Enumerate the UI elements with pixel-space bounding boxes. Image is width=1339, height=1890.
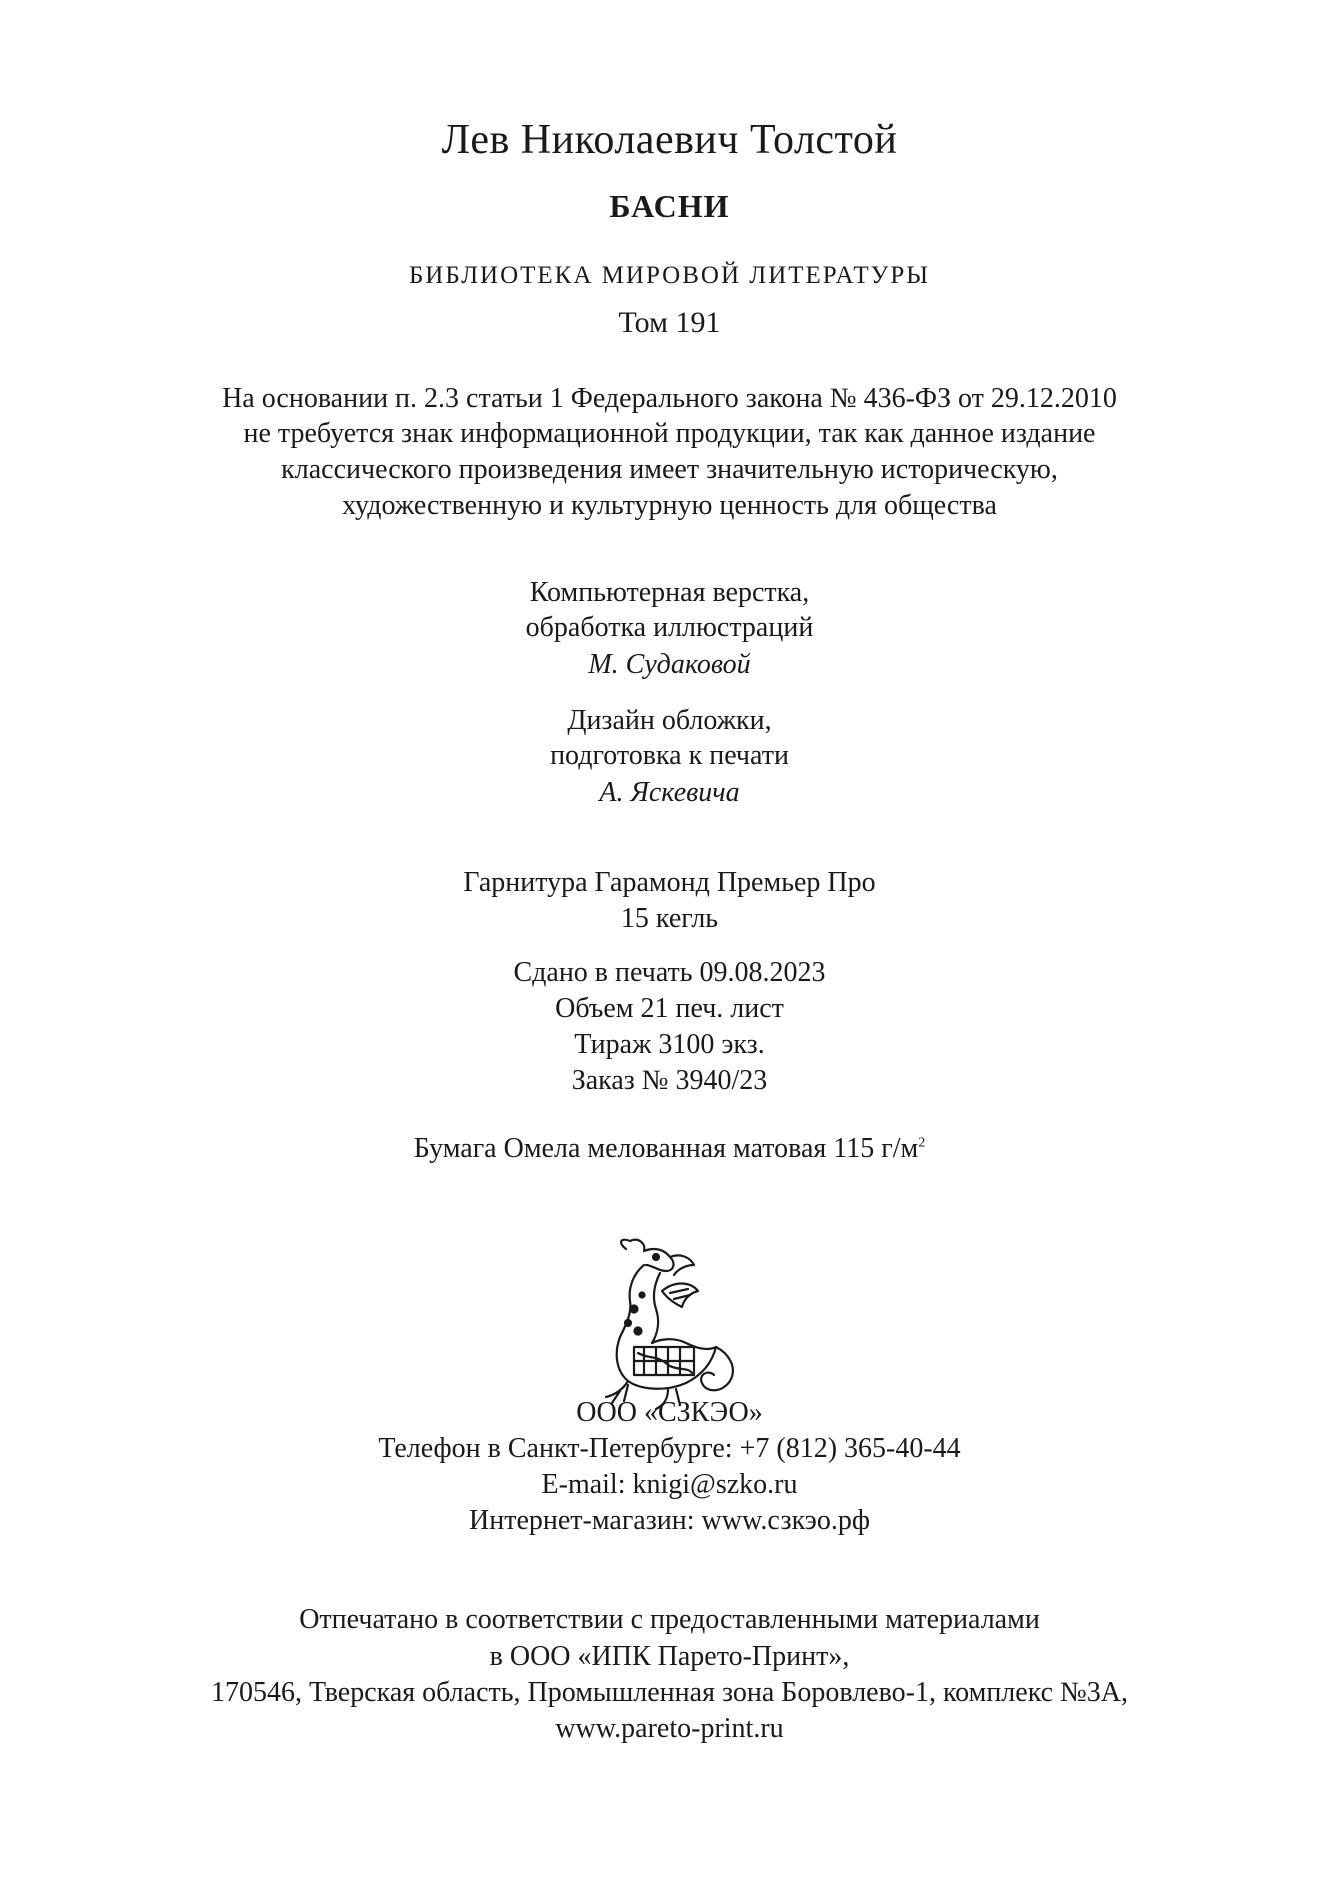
publisher-dragon-logo-icon [598, 1235, 746, 1415]
legal-notice-line: художественную и культурную ценность для общества [342, 490, 997, 521]
paper-info [0, 1133, 1339, 1165]
series-name: БИБЛИОТЕКА МИРОВОЙ ЛИТЕРАТУРЫ [408, 262, 931, 289]
printer-line: в ООО «ИПК Парето-Принт», [489, 1641, 850, 1672]
printer-line: www.pareto-print.ru [555, 1713, 784, 1744]
legal-notice-line: классического произведения имеет значительную историческую, [281, 454, 1058, 485]
font-size-info: 15 кегль [620, 903, 719, 934]
layout-credit-role: обработка иллюстраций [525, 612, 814, 643]
cover-credit-role: подготовка к печати [550, 740, 789, 771]
layout-credit-role: Компьютерная верстка, [529, 577, 810, 608]
publisher-name: ООО «СЗКЭО» [576, 1397, 763, 1428]
volume-number: Том 191 [618, 306, 721, 339]
publisher-phone: Телефон в Санкт-Петербурге: +7 (812) 365-40-44 [378, 1433, 961, 1464]
volume-info: Объем 21 печ. лист [555, 993, 784, 1024]
publisher-email: E-mail: knigi@szko.ru [541, 1469, 798, 1500]
printer-line: Отпечатано в соответствии с предоставленными материалами [299, 1604, 1040, 1635]
legal-notice-line: На основании п. 2.3 статьи 1 Федерального закона № 436-ФЗ от 29.12.2010 [222, 383, 1117, 414]
paper-info-text: Бумага Омела мелованная матовая 115 г/м [413, 1133, 919, 1164]
book-title: БАСНИ [609, 188, 730, 224]
layout-credit-person: М. Судаковой [588, 649, 751, 680]
legal-notice-line: не требуется знак информационной продукции, так как данное издание [243, 418, 1096, 449]
cover-credit-role: Дизайн обложки, [567, 705, 772, 736]
paper-info-superscript: 2 [918, 1135, 926, 1151]
cover-credit-person: А. Яскевича [599, 777, 740, 808]
author-name: Лев Николаевич Толстой [441, 117, 898, 163]
printer-line: 170546, Тверская область, Промышленная зона Боровлево-1, комплекс №3А, [211, 1677, 1128, 1708]
publisher-shop: Интернет-магазин: www.сзкэо.рф [469, 1505, 870, 1536]
print-run-info: Тираж 3100 экз. [574, 1029, 765, 1060]
order-info: Заказ № 3940/23 [571, 1065, 768, 1096]
print-date-info: Сдано в печать 09.08.2023 [513, 957, 826, 988]
typeface-info: Гарнитура Гарамонд Премьер Про [463, 867, 876, 898]
